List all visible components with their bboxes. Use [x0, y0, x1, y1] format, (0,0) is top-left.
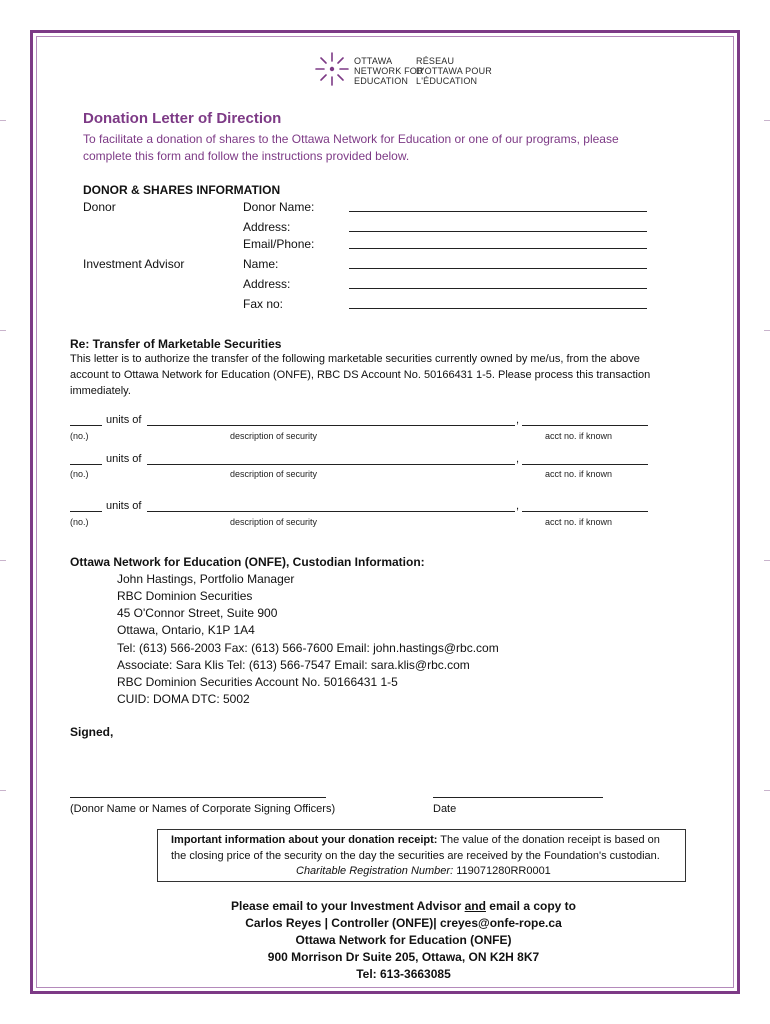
donor-address-field[interactable]: [349, 231, 647, 232]
logo-en-line1: OTTAWA: [354, 56, 393, 66]
footer-address: 900 Morrison Dr Suite 205, Ottawa, ON K2H 8K7: [267, 950, 540, 964]
units-field[interactable]: [70, 425, 102, 426]
advisor-address-label: Address:: [243, 277, 291, 291]
logo-fr-line3: L'ÉDUCATION: [416, 76, 478, 86]
description-caption: description of security: [230, 431, 318, 441]
donor-address-label: Address:: [243, 220, 291, 234]
custodian-line: John Hastings, Portfolio Manager: [117, 572, 295, 586]
receipt-notice-line-1: [171, 834, 660, 846]
advisor-name-label: Name:: [243, 257, 279, 271]
donor-section-heading: DONOR & SHARES INFORMATION: [83, 183, 281, 197]
custodian-line: CUID: DOMA DTC: 5002: [117, 692, 250, 706]
transfer-body-line-3: immediately.: [70, 385, 131, 397]
signed-label: Signed,: [70, 725, 114, 739]
logo-fr-line2: D'OTTAWA POUR: [416, 66, 492, 76]
registration-number: 119071280RR0001: [453, 865, 551, 877]
custodian-line: Tel: (613) 566-2003 Fax: (613) 566-7600 Email: john.hastings@rbc.com: [117, 641, 499, 655]
intro-line-1: To facilitate a donation of shares to the Ottawa Network for Education or one of our programs, please: [83, 132, 619, 146]
account-number-field[interactable]: [522, 464, 648, 465]
registration-label: Charitable Registration Number:: [296, 865, 454, 877]
page-title: Donation Letter of Direction: [83, 110, 282, 127]
custodian-heading: Ottawa Network for Education (ONFE), Custodian Information:: [70, 555, 425, 569]
date-caption: Date: [433, 803, 457, 815]
description-caption: description of security: [230, 469, 318, 479]
units-caption: (no.): [70, 431, 89, 441]
account-caption: acct no. if known: [545, 469, 613, 479]
intro-line-2: complete this form and follow the instructions provided below.: [83, 149, 410, 163]
account-caption: acct no. if known: [545, 431, 613, 441]
units-field[interactable]: [70, 464, 102, 465]
transfer-body-line-1: This letter is to authorize the transfer of the following marketable securities currently owned by me/us, from the above: [70, 353, 640, 365]
starburst-logo-icon: [313, 50, 351, 88]
charitable-registration: [296, 865, 551, 877]
account-number-field[interactable]: [522, 511, 648, 512]
donor-email-phone-label: Email/Phone:: [243, 237, 315, 251]
custodian-line: Ottawa, Ontario, K1P 1A4: [117, 623, 255, 637]
receipt-notice-box: [157, 829, 686, 882]
footer-instruction-and: and: [464, 899, 486, 913]
transfer-heading: Re: Transfer of Marketable Securities: [70, 337, 282, 351]
units-of-label: units of: [106, 414, 142, 426]
donor-name-field[interactable]: [349, 211, 647, 212]
advisor-fax-label: Fax no:: [243, 297, 284, 311]
receipt-notice-line-2: the closing price of the security on the day the securities are received by the Foundation's custodian.: [171, 850, 660, 862]
receipt-notice-text: The value of the donation receipt is based on: [437, 834, 660, 846]
signer-caption: (Donor Name or Names of Corporate Signing Officers): [70, 803, 336, 815]
donor-name-label: Donor Name:: [243, 200, 315, 214]
units-field[interactable]: [70, 511, 102, 512]
logo-fr-line1: RÉSEAU: [416, 56, 455, 66]
description-caption: description of security: [230, 517, 318, 527]
units-of-label: units of: [106, 453, 142, 465]
security-description-field[interactable]: [147, 511, 515, 512]
donor-label: Donor: [83, 200, 116, 214]
receipt-notice-bold: Important information about your donation receipt:: [171, 834, 438, 846]
units-caption: (no.): [70, 469, 89, 479]
advisor-fax-field[interactable]: [349, 308, 647, 309]
custodian-line: 45 O'Connor Street, Suite 900: [117, 606, 278, 620]
transfer-body-line-2: account to Ottawa Network for Education (ONFE), RBC DS Account No. 50166431 1-5. Please process this transaction: [70, 369, 651, 381]
footer-instruction-a: Please email to your Investment Advisor: [230, 899, 465, 913]
security-description-field[interactable]: [147, 464, 515, 465]
footer-contact: Carlos Reyes | Controller (ONFE)| creyes@onfe-rope.ca: [245, 916, 562, 930]
advisor-name-field[interactable]: [349, 268, 647, 269]
date-line[interactable]: [433, 797, 603, 798]
footer-org: Ottawa Network for Education (ONFE): [295, 933, 512, 947]
footer-phone: Tel: 613-3663085: [356, 967, 451, 981]
footer-instruction-b: email a copy to: [485, 899, 576, 913]
account-number-field[interactable]: [522, 425, 648, 426]
custodian-line: Associate: Sara Klis Tel: (613) 566-7547 Email: sara.klis@rbc.com: [117, 658, 470, 672]
security-description-field[interactable]: [147, 425, 515, 426]
units-of-label: units of: [106, 500, 142, 512]
footer-instruction: [0, 899, 770, 913]
custodian-line: RBC Dominion Securities Account No. 50166431 1-5: [117, 675, 398, 689]
units-caption: (no.): [70, 517, 89, 527]
account-caption: acct no. if known: [545, 517, 613, 527]
donor-email-phone-field[interactable]: [349, 248, 647, 249]
logo-en-line3: EDUCATION: [354, 76, 409, 86]
advisor-address-field[interactable]: [349, 288, 647, 289]
advisor-label: Investment Advisor: [83, 257, 185, 271]
logo-en-line2: NETWORK FOR: [354, 66, 424, 76]
signature-line[interactable]: [70, 797, 326, 798]
custodian-line: RBC Dominion Securities: [117, 589, 253, 603]
